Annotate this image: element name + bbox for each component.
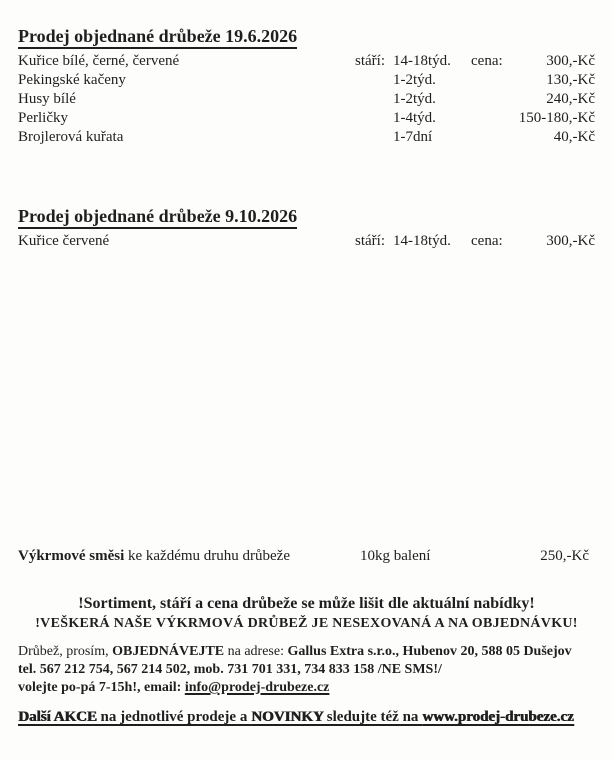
feed-mixes-row <box>18 547 595 566</box>
price-value: 300,-Kč <box>546 233 595 249</box>
sale-section-october <box>18 206 595 251</box>
price-value: 240,-Kč <box>546 91 595 107</box>
footer-promo-text <box>18 709 574 725</box>
call-hours: volejte po-pá 7-15h!, email: <box>18 680 185 695</box>
feed-name-bold: Výkrmové směsi <box>18 548 125 564</box>
promo-akce: Další AKCE <box>18 709 97 725</box>
notice-unsexed: !VEŠKERÁ NAŠE VÝKRMOVÁ DRŮBEŽ JE NESEXOVANÁ A NA OBJEDNÁVKU! <box>35 616 578 631</box>
price-column-label: cena: <box>471 53 503 69</box>
notice-assortment: !Sortiment, stáří a cena drůbeže se může lišit dle aktuální nabídky! <box>78 595 535 612</box>
email-link: info@prodej-drubeze.cz <box>184 680 330 695</box>
feed-price: 250,-Kč <box>540 548 589 564</box>
product-name: Brojlerová kuřata <box>18 129 124 145</box>
section-title-text: Prodej objednané drůbeže 9.10.2026 <box>18 206 297 229</box>
table-row <box>18 128 595 147</box>
price-value: 300,-Kč <box>546 53 595 69</box>
age-column-spacer <box>355 90 393 109</box>
website-link: www.prodej-drubeze.cz <box>422 709 574 725</box>
age-value: 1-2týd. <box>393 72 436 88</box>
price-column-label: cena: <box>471 233 503 249</box>
company-address: Gallus Extra s.r.o., Hubenov 20, 588 05 Dušejov <box>287 644 572 659</box>
product-name: Pekingské kačeny <box>18 72 126 88</box>
age-value: 1-7dní <box>393 129 433 145</box>
contact-email-line <box>18 679 595 697</box>
promo-middle-1: na jednotlivé prodeje a <box>96 709 252 725</box>
section-title-text: Prodej objednané drůbeže 19.6.2026 <box>18 26 297 49</box>
promo-middle-2: sledujte též na <box>323 709 423 725</box>
price-value: 150-180,-Kč <box>518 110 595 126</box>
table-row <box>18 71 595 90</box>
age-column-label: stáří: <box>355 53 385 69</box>
contact-phones-line <box>18 661 595 679</box>
price-value: 40,-Kč <box>553 129 595 145</box>
feed-name-rest: ke každému druhu drůbeže <box>124 548 290 564</box>
age-column-spacer <box>355 128 393 147</box>
age-column-spacer <box>355 71 393 90</box>
contact-address-line <box>18 643 595 661</box>
contact-order-emphasis: OBJEDNÁVEJTE <box>112 644 225 659</box>
contact-at-address: na adrese: <box>224 644 288 659</box>
section-title <box>18 206 595 229</box>
contact-intro: Drůbež, prosím, <box>18 644 113 659</box>
table-row <box>18 52 595 71</box>
age-value: 14-18týd. <box>393 53 451 69</box>
age-value: 1-2týd. <box>393 91 436 107</box>
product-name: Perličky <box>18 110 68 126</box>
age-value: 14-18týd. <box>393 233 451 249</box>
product-name: Husy bílé <box>18 91 76 107</box>
feed-packaging: 10kg balení <box>360 548 431 564</box>
table-row <box>18 90 595 109</box>
age-column-spacer <box>355 109 393 128</box>
age-value: 1-4týd. <box>393 110 436 126</box>
promo-novinky: NOVINKY <box>251 709 324 725</box>
age-column-label: stáří: <box>355 233 385 249</box>
product-name: Kuřice červené <box>18 233 110 249</box>
section-title <box>18 26 595 49</box>
feed-name <box>18 547 360 566</box>
product-name: Kuřice bílé, černé, červené <box>18 53 180 69</box>
table-row <box>18 232 595 251</box>
sale-section-june <box>18 26 595 147</box>
table-row <box>18 109 595 128</box>
phone-numbers: tel. 567 212 754, 567 214 502, mob. 731 701 331, 734 833 158 /NE SMS!/ <box>18 662 442 677</box>
price-value: 130,-Kč <box>546 72 595 88</box>
footer-promo-line <box>18 708 595 727</box>
